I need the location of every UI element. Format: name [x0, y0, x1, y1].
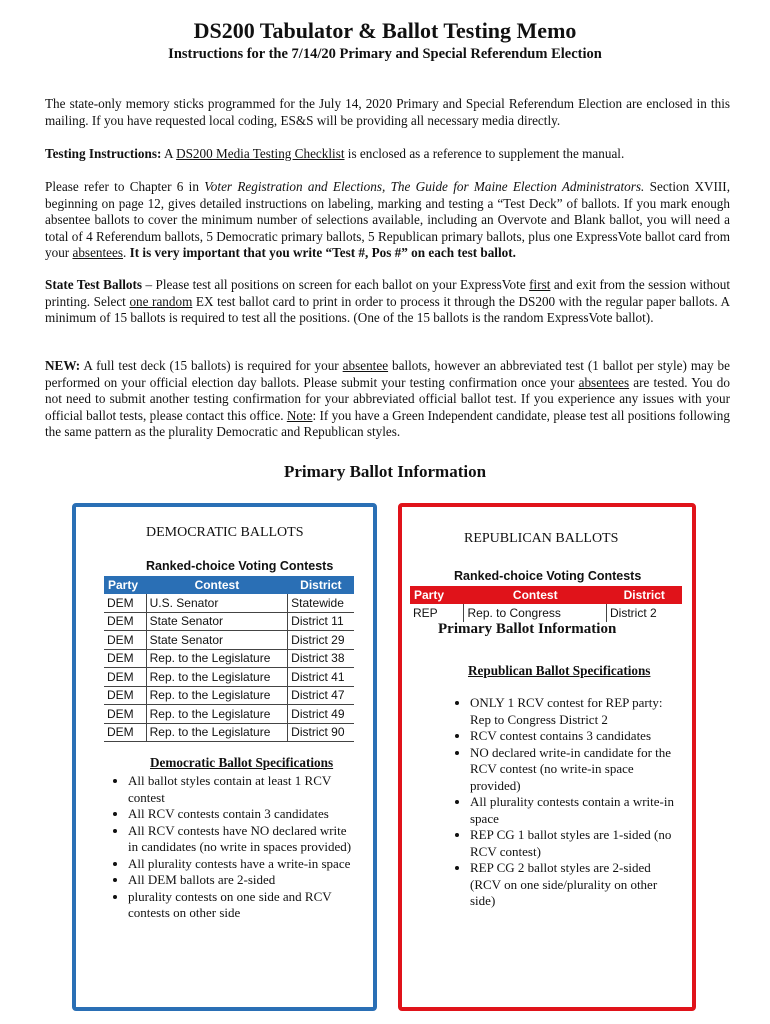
- list-item: • RCV contest contains 3 candidates: [470, 728, 675, 745]
- dem-box-title: DEMOCRATIC BALLOTS: [146, 525, 304, 540]
- cell-district: Statewide: [288, 594, 354, 612]
- dem-rcv-title: Ranked-choice Voting Contests: [146, 559, 334, 573]
- cell-contest: Rep. to Congress: [464, 604, 607, 622]
- dem-spec-list: [108, 773, 358, 922]
- cell-party: DEM: [104, 668, 146, 687]
- list-item: • All plurality contests have a write-in space: [128, 856, 358, 873]
- cell-district: District 41: [288, 668, 354, 687]
- table-row: [104, 668, 354, 687]
- state-test-one-random: one random: [129, 293, 193, 309]
- col-contest: Contest: [194, 578, 240, 592]
- cell-party: DEM: [104, 705, 146, 724]
- cell-contest: State Senator: [146, 612, 288, 631]
- table-row: [104, 723, 354, 742]
- cell-contest: Rep. to the Legislature: [146, 686, 288, 705]
- list-item: • All DEM ballots are 2-sided: [128, 872, 358, 889]
- guide-title: Voter Registration and Elections, The Guide for Maine Election Administrators.: [204, 179, 645, 194]
- cell-district: District 38: [288, 649, 354, 668]
- cell-contest: Rep. to the Legislature: [146, 705, 288, 724]
- refer-mid: Section XVIII, beginning on page 12, gives detailed instructions on labeling, marking and testing a “Test Deck” of ballots. If you mark enough absentee ballots to cover the minimum number of selections available, including an Overvote and Blank ballot, you will need a total of 4 Referendum ballots, 5 Democratic primary ballots, 5 Republican primary ballots, plus one ExpressVote ballot card from your: [45, 179, 730, 260]
- state-test-label: State Test Ballots: [45, 277, 143, 292]
- rep-table-header: [410, 586, 682, 604]
- new-absentee: absentee: [342, 358, 389, 373]
- democratic-ballots-box: [72, 503, 377, 1011]
- table-row: [104, 705, 354, 724]
- state-test-first: first: [529, 277, 551, 292]
- col-district: District: [300, 578, 342, 592]
- state-test-text-b: and exit from the session without printing. Select: [45, 277, 730, 309]
- list-item: • ONLY 1 RCV contest for REP party: Rep to Congress District 2: [470, 695, 675, 728]
- cell-contest: State Senator: [146, 631, 288, 650]
- table-row: [410, 604, 682, 622]
- table-row: [104, 686, 354, 705]
- dem-rcv-table: [104, 576, 354, 742]
- cell-party: REP: [413, 605, 438, 620]
- new-label: NEW:: [45, 358, 81, 373]
- table-row: [104, 594, 354, 612]
- memo-subtitle: Instructions for the 7/14/20 Primary and Special Referendum Election: [168, 46, 602, 62]
- table-row: [104, 631, 354, 650]
- rep-box-title: REPUBLICAN BALLOTS: [464, 531, 619, 546]
- list-item: • All RCV contests have NO declared write in candidates (no write in spaces provided): [128, 823, 358, 856]
- rep-rcv-title: Ranked-choice Voting Contests: [454, 569, 642, 583]
- testing-post: is enclosed as a reference to supplement the manual.: [344, 146, 625, 161]
- list-item: • REP CG 1 ballot styles are 1-sided (no RCV contest): [470, 827, 675, 860]
- cell-party: DEM: [104, 631, 146, 650]
- new-absentees: absentees: [578, 374, 630, 390]
- refer-important: It is very important that you write “Test #, Pos #” on each test ballot.: [129, 245, 516, 260]
- col-party: Party: [108, 578, 139, 592]
- cell-party: DEM: [104, 686, 146, 705]
- table-row: [104, 649, 354, 668]
- cell-contest: Rep. to the Legislature: [146, 649, 288, 668]
- rep-spec-title: Republican Ballot Specifications: [468, 663, 651, 678]
- dem-table-header: [104, 576, 354, 594]
- cell-district: District 49: [288, 705, 354, 724]
- new-text-b: ballots, however an abbreviated test (1 ballot per style) may be performed on your official election day ballots. Please submit your testing confirmation once your: [45, 358, 730, 390]
- refer-absentees: absentees: [72, 245, 124, 260]
- dem-spec-title: Democratic Ballot Specifications: [150, 755, 334, 770]
- col-contest: Contest: [512, 588, 558, 602]
- list-item: • All RCV contests contain 3 candidates: [128, 806, 358, 823]
- state-test-text-a: – Please test all positions on screen for each ballot on your ExpressVote: [142, 277, 530, 292]
- state-test-paragraph: [45, 277, 730, 327]
- cell-party: DEM: [104, 649, 146, 668]
- col-party: Party: [414, 588, 445, 602]
- refer-paragraph: [45, 179, 730, 262]
- col-district: District: [623, 588, 665, 602]
- cell-contest: U.S. Senator: [146, 594, 288, 612]
- cell-party: DEM: [104, 594, 146, 612]
- new-text-a: A full test deck (15 ballots) is required for your: [80, 358, 343, 373]
- rep-overlay-title: Primary Ballot Information: [438, 621, 617, 637]
- republican-ballots-box: [398, 503, 696, 1011]
- list-item: • All plurality contests contain a write-in space: [470, 794, 675, 827]
- table-row: [104, 612, 354, 631]
- cell-district: District 90: [288, 723, 354, 742]
- cell-contest: Rep. to the Legislature: [146, 723, 288, 742]
- cell-contest: Rep. to the Legislature: [146, 668, 288, 687]
- testing-pre: A: [161, 146, 177, 161]
- list-item: • REP CG 2 ballot styles are 2-sided (RCV on one side/plurality on other side): [470, 860, 675, 910]
- cell-district: District 29: [288, 631, 354, 650]
- new-text-d: : If you have a Green Independent candidate, please test all positions following the same pattern as the plurality Democratic and Republican styles.: [45, 407, 730, 439]
- list-item: • All ballot styles contain at least 1 RCV contest: [128, 773, 358, 806]
- section-title: Primary Ballot Information: [283, 462, 487, 481]
- state-test-text-c: EX test ballot card to print in order to process it through the DS200 with the regular paper ballots. A minimum of 15 ballots is required to test all the positions. (One of the 15 ballots is the random ExpressVote ballot).: [45, 293, 731, 325]
- cell-district: District 2: [607, 604, 683, 622]
- memo-title: DS200 Tabulator & Ballot Testing Memo: [193, 18, 577, 43]
- testing-instructions-label: Testing Instructions:: [45, 146, 162, 161]
- new-paragraph: [45, 358, 730, 441]
- cell-party: DEM: [104, 723, 146, 742]
- cell-party: DEM: [104, 612, 146, 631]
- rep-rcv-table: [410, 586, 682, 622]
- rep-spec-list: [450, 695, 675, 910]
- refer-pre: Please refer to Chapter 6 in: [45, 179, 205, 194]
- testing-instructions-paragraph: [45, 146, 730, 163]
- checklist-link[interactable]: DS200 Media Testing Checklist: [176, 146, 345, 161]
- new-note-label: Note: [286, 407, 313, 423]
- cell-district: District 11: [288, 612, 354, 631]
- cell-district: District 47: [288, 686, 354, 705]
- list-item: • NO declared write-in candidate for the RCV contest (no write-in space provided): [470, 745, 675, 795]
- list-item: • plurality contests on one side and RCV contests on other side: [128, 889, 358, 922]
- intro-paragraph: The state-only memory sticks programmed for the July 14, 2020 Primary and Special Referendum Election are enclosed in this mailing. If you have requested local coding, ES&S will be providing all necessary media directly.: [45, 96, 730, 128]
- refer-post: .: [123, 245, 130, 260]
- new-text-c: are tested. You do not need to submit another testing confirmation for your abbreviated official ballot test. If you experience any issues with your official ballot tests, please contact this office.: [45, 374, 730, 423]
